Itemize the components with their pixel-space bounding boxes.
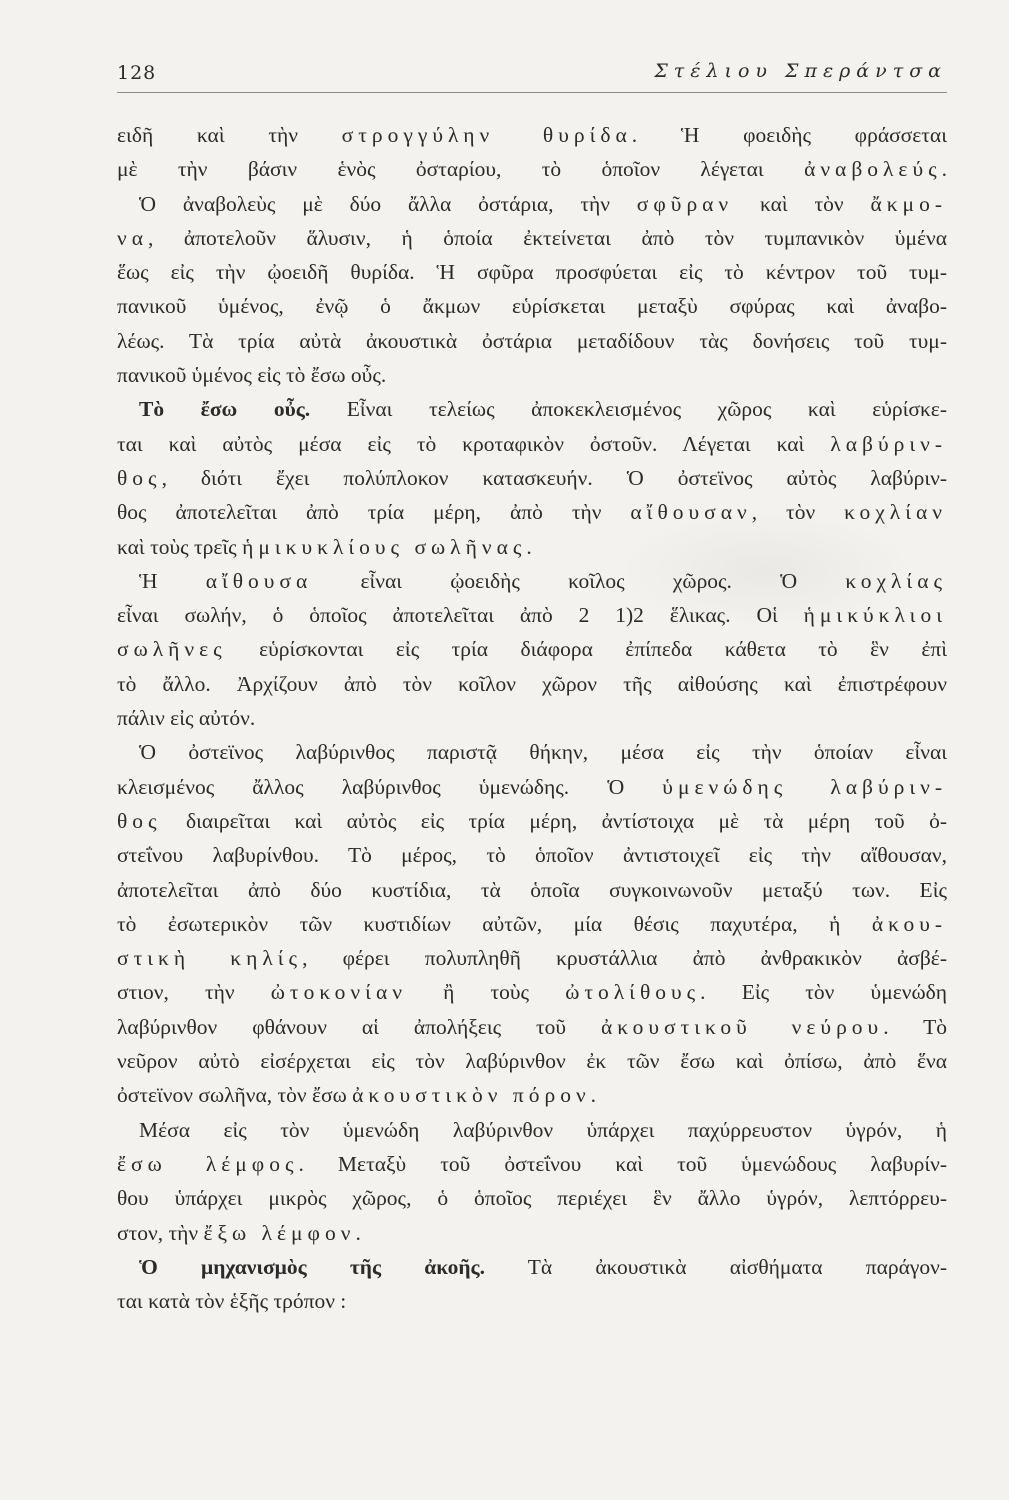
- text-line: κλεισμένος ἄλλος λαβύρινθος ὑμενώδης. Ὁ ὑμενώδης λαβύριν-: [117, 774, 947, 799]
- text-line: πανικοῦ ὑμένος εἰς τὸ ἔσω οὖς.: [117, 363, 387, 388]
- text-line: πάλιν εἰς αὐτόν.: [117, 706, 256, 731]
- text-line: ται καὶ αὐτὸς μέσα εἰς τὸ κροταφικὸν ὀστοῦν. Λέγεται καὶ λαβύριν-: [117, 431, 947, 456]
- text-line: θου ὑπάρχει μικρὸς χῶρος, ὁ ὁποῖος περιέχει ἓν ἄλλο ὑγρόν, λεπτόρρευ-: [117, 1186, 947, 1211]
- text-line: στιον, τὴν ὠτοκονίαν ἢ τοὺς ὠτολίθους. Εἰς τὸν ὑμενώδη: [117, 980, 947, 1005]
- section-heading-line: Ὁ μηχανισμὸς τῆς ἀκοῆς. Τὰ ἀκουστικὰ αἰσθήματα παράγον-: [139, 1254, 947, 1279]
- text-line: στικὴ κηλίς, φέρει πολυπληθῆ κρυστάλλια ἀπὸ ἀνθρακικὸν ἀσβέ-: [117, 946, 947, 971]
- text-line: νεῦρον αὐτὸ εἰσέρχεται εἰς τὸν λαβύρινθον ἐκ τῶν ἔσω καὶ ὀπίσω, ἀπὸ ἕνα: [117, 1049, 947, 1074]
- text-line: καὶ τοὺς τρεῖς ἡμικυκλίους σωλῆνας.: [117, 534, 532, 559]
- text-line: ἕως εἰς τὴν ᾠοειδῆ θυρίδα. Ἡ σφῦρα προσφύεται εἰς τὸ κέντρον τοῦ τυμ-: [117, 260, 947, 285]
- text-line: Ὁ ὀστεϊνος λαβύρινθος παριστᾷ θήκην, μέσα εἰς τὴν ὁποίαν εἶναι: [139, 740, 947, 765]
- text-line: ἔσω λέμφος. Μεταξὺ τοῦ ὀστεΐνου καὶ τοῦ ὑμενώδους λαβυρίν-: [117, 1151, 948, 1176]
- text-line: λέως. Τὰ τρία αὐτὰ ἀκουστικὰ ὀστάρια μεταδίδουν τὰς δονήσεις τοῦ τυμ-: [117, 328, 947, 353]
- text-line: στεΐνου λαβυρίνθου. Τὸ μέρος, τὸ ὁποῖον ἀντιστοιχεῖ εἰς τὴν αἴθουσαν,: [117, 843, 947, 868]
- text-line: λαβύρινθον φθάνουν αἱ ἀπολήξεις τοῦ ἀκουστικοῦ νεύρου. Τὸ: [117, 1014, 947, 1039]
- page-number: 128: [117, 62, 157, 84]
- page-header: [117, 58, 947, 93]
- text-line: στον, τὴν ἔξω λέμφον.: [117, 1220, 361, 1245]
- text-line: τὸ ἄλλο. Ἀρχίζουν ἀπὸ τὸν κοῖλον χῶρον τῆς αἰθούσης καὶ ἐπιστρέφουν: [117, 671, 947, 696]
- text-line: να, ἀποτελοῦν ἅλυσιν, ἡ ὁποία ἐκτείνεται ἀπὸ τὸν τυμπανικὸν ὑμένα: [117, 225, 947, 250]
- section-heading: Ὁ μηχανισμὸς τῆς ἀκοῆς.: [139, 1254, 485, 1279]
- text-line: ται κατὰ τὸν ἑξῆς τρόπον :: [117, 1289, 347, 1314]
- text-line: ἀποτελεῖται ἀπὸ δύο κυστίδια, τὰ ὁποῖα συγκοινωνοῦν μεταξύ των. Εἰς: [117, 877, 947, 902]
- section-heading: Τὸ ἔσω οὖς.: [139, 397, 311, 422]
- running-head: Στέλιου Σπεράντσα: [654, 60, 947, 82]
- body-text: [117, 118, 947, 1318]
- text-line: θος διαιρεῖται καὶ αὐτὸς εἰς τρία μέρη, ἀντίστοιχα μὲ τὰ μέρη τοῦ ὀ-: [117, 808, 947, 833]
- text-line: Ὁ ἀναβολεὺς μὲ δύο ἄλλα ὀστάρια, τὴν σφῦραν καὶ τὸν ἄκμο-: [139, 191, 947, 216]
- text-line: θος, διότι ἔχει πολύπλοκον κατασκευήν. Ὁ ὀστεϊνος αὐτὸς λαβύριν-: [117, 465, 947, 490]
- section-heading-line: Τὸ ἔσω οὖς. Εἶναι τελείως ἀποκεκλεισμένος χῶρος καὶ εὑρίσκε-: [139, 397, 947, 422]
- text-line: μὲ τὴν βάσιν ἑνὸς ὀσταρίου, τὸ ὁποῖον λέγεται ἀναβολεύς.: [117, 157, 947, 182]
- text-line: σωλῆνες εὑρίσκονται εἰς τρία διάφορα ἐπίπεδα κάθετα τὸ ἓν ἐπὶ: [117, 637, 947, 662]
- text-line: θος ἀποτελεῖται ἀπὸ τρία μέρη, ἀπὸ τὴν αἴθουσαν, τὸν κοχλίαν: [117, 500, 947, 525]
- text-line: Ἡ αἴθουσα εἶναι ᾠοειδὴς κοῖλος χῶρος. Ὁ κοχλίας: [139, 568, 947, 593]
- text-line: εἶναι σωλήν, ὁ ὁποῖος ἀποτελεῖται ἀπὸ 2 1)2 ἕλικας. Οἱ ἡμικύκλιοι: [117, 603, 947, 628]
- text-line: ὀστεϊνον σωλῆνα, τὸν ἔσω ἀκουστικὸν πόρον.: [117, 1083, 597, 1108]
- text-line: Μέσα εἰς τὸν ὑμενώδη λαβύρινθον ὑπάρχει παχύρρευστον ὑγρόν, ἡ: [139, 1117, 947, 1142]
- text-line: τὸ ἐσωτερικὸν τῶν κυστιδίων αὐτῶν, μία θέσις παχυτέρα, ἡ ἀκου-: [117, 911, 947, 936]
- text-line: ειδῆ καὶ τὴν στρογγύλην θυρίδα. Ἡ φοειδὴς φράσσεται: [117, 123, 947, 147]
- text-line: πανικοῦ ὑμένος, ἐνῷ ὁ ἄκμων εὑρίσκεται μεταξὺ σφύρας καὶ ἀναβο-: [117, 294, 947, 319]
